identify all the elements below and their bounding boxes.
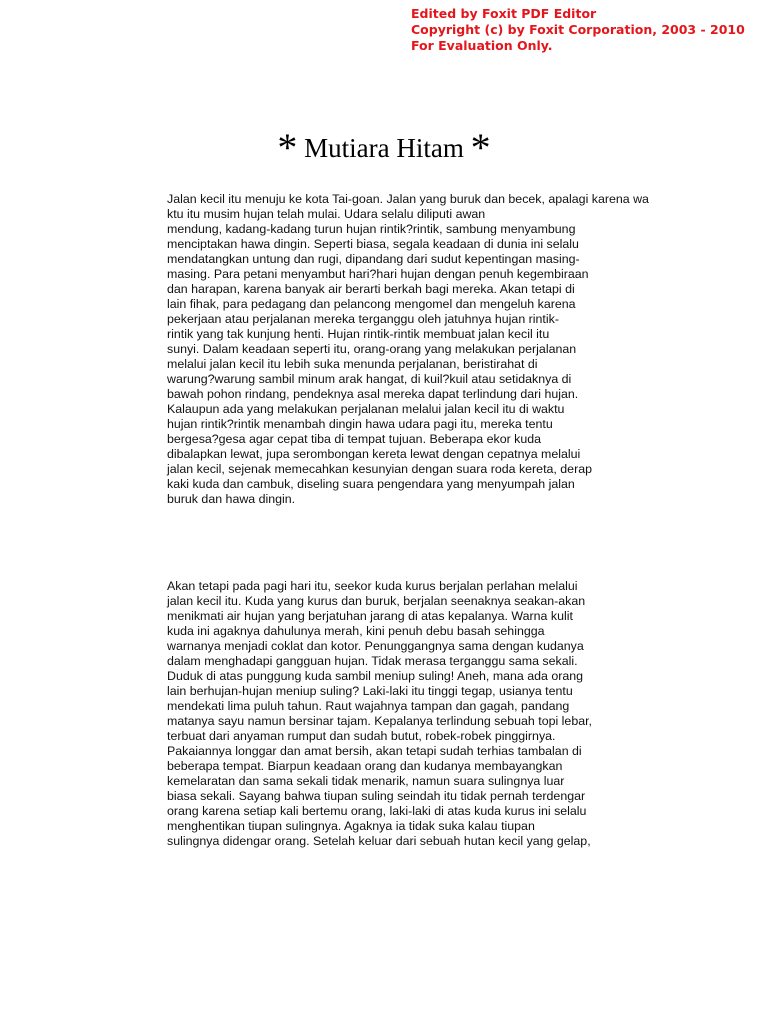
paragraph-line: menghentikan tiupan sulingnya. Agaknya ia tidak suka kalau tiupan: [167, 819, 535, 833]
paragraph-line: dibalapkan lewat, jupa serombongan kereta lewat dengan cepatnya melalui: [167, 447, 581, 461]
paragraph-line: orang karena setiap kali bertemu orang, laki-laki di atas kuda kurus ini selalu: [167, 804, 587, 818]
paragraph-line: hujan rintik?rintik menambah dingin hawa udara pagi itu, mereka tentu: [167, 417, 553, 431]
paragraph-line: buruk dan hawa dingin.: [167, 492, 296, 506]
watermark-evaluation-line: For Evaluation Only.: [411, 38, 553, 53]
title-text: Mutiara Hitam: [304, 133, 464, 163]
watermark-clipped-line: Edited by Foxit PDF Editor: [411, 6, 597, 21]
paragraph-line: warnanya menjadi coklat dan kotor. Penunggangnya sama dengan kudanya: [167, 639, 584, 653]
paragraph-line: Jalan kecil itu menuju ke kota Tai-goan. Jalan yang buruk dan becek, apalagi karena wa: [167, 192, 649, 206]
title-star-left: *: [277, 125, 298, 170]
paragraph-line: Duduk di atas punggung kuda sambil meniup suling! Aneh, mana ada orang: [167, 669, 584, 683]
paragraph-line: kaki kuda dan cambuk, diseling suara pengendara yang menyumpah jalan: [167, 477, 575, 491]
paragraph-line: rintik yang tak kunjung henti. Hujan rintik-rintik membuat jalan kecil itu: [167, 327, 550, 341]
paragraph-line: kemelaratan dan sama sekali tidak menarik, namun suara sulingnya luar: [167, 774, 565, 788]
paragraph-line: Akan tetapi pada pagi hari itu, seekor kuda kurus berjalan perlahan melalui: [167, 579, 578, 593]
paragraph-line: jalan kecil, sejenak memecahkan kesunyian dengan suara roda kereta, derap: [167, 462, 592, 476]
paragraph-2: [167, 579, 687, 849]
paragraph-line: lain fihak, para pedagang dan pelancong mengomel dan mengeluh karena: [167, 297, 576, 311]
paragraph-line: melalui jalan kecil itu lebih suka menunda perjalanan, beristirahat di: [167, 357, 538, 371]
paragraph-line: dalam menghadapi gangguan hujan. Tidak merasa terganggu sama sekali.: [167, 654, 578, 668]
paragraph-line: pekerjaan atau perjalanan mereka terganggu oleh jatuhnya hujan rintik-: [167, 312, 559, 326]
paragraph-line: mendung, kadang-kadang turun hujan rintik?rintik, sambung menyambung: [167, 222, 576, 236]
paragraph-line: beberapa tempat. Biarpun keadaan orang dan kudanya membayangkan: [167, 759, 563, 773]
paragraph-line: sulingnya didengar orang. Setelah keluar dari sebuah hutan kecil yang gelap,: [167, 834, 591, 848]
paragraph-line: menciptakan hawa dingin. Seperti biasa, segala keadaan di dunia ini selalu: [167, 237, 579, 251]
title-star-right: *: [470, 125, 491, 170]
paragraph-line: masing. Para petani menyambut hari?hari hujan dengan penuh kegembiraan: [167, 267, 589, 281]
paragraph-line: ktu itu musim hujan telah mulai. Udara selalu diliputi awan: [167, 207, 486, 221]
paragraph-line: lain berhujan-hujan meniup suling? Laki-laki itu tinggi tegap, usianya tentu: [167, 684, 573, 698]
paragraph-line: mendatangkan untung dan rugi, dipandang dari sudut kepentingan masing-: [167, 252, 580, 266]
paragraph-line: Pakaiannya longgar dan amat bersih, akan tetapi sudah terhias tambalan di: [167, 744, 582, 758]
paragraph-line: Kalaupun ada yang melakukan perjalanan melalui jalan kecil itu di waktu: [167, 402, 565, 416]
paragraph-line: sunyi. Dalam keadaan seperti itu, orang-orang yang melakukan perjalanan: [167, 342, 577, 356]
paragraph-line: menikmati air hujan yang berjatuhan jarang di atas kepalanya. Warna kulit: [167, 609, 573, 623]
page-title: [0, 125, 768, 170]
paragraph-line: bawah pohon rindang, pendeknya asal mereka dapat terlindung dari hujan.: [167, 387, 579, 401]
evaluation-watermark: [411, 6, 745, 54]
paragraph-line: biasa sekali. Sayang bahwa tiupan suling seindah itu tidak pernah terdengar: [167, 789, 586, 803]
paragraph-line: dan harapan, karena banyak air berarti berkah bagi mereka. Akan tetapi di: [167, 282, 575, 296]
paragraph-line: mendekati lima puluh tahun. Raut wajahnya tampan dan gagah, pandang: [167, 699, 570, 713]
watermark-copyright-line: Copyright (c) by Foxit Corporation, 2003 - 2010: [411, 22, 745, 37]
paragraph-line: bergesa?gesa agar cepat tiba di tempat tujuan. Beberapa ekor kuda: [167, 432, 542, 446]
paragraph-1: [167, 192, 687, 507]
paragraph-line: warung?warung sambil minum arak hangat, di kuil?kuil atau setidaknya di: [167, 372, 572, 386]
paragraph-line: matanya sayu namun bersinar tajam. Kepalanya terlindung sebuah topi lebar,: [167, 714, 592, 728]
paragraph-line: kuda ini agaknya dahulunya merah, kini penuh debu basah sehingga: [167, 624, 545, 638]
paragraph-line: jalan kecil itu. Kuda yang kurus dan buruk, berjalan seenaknya seakan-akan: [167, 594, 586, 608]
paragraph-line: terbuat dari anyaman rumput dan sudah butut, robek-robek pinggirnya.: [167, 729, 556, 743]
